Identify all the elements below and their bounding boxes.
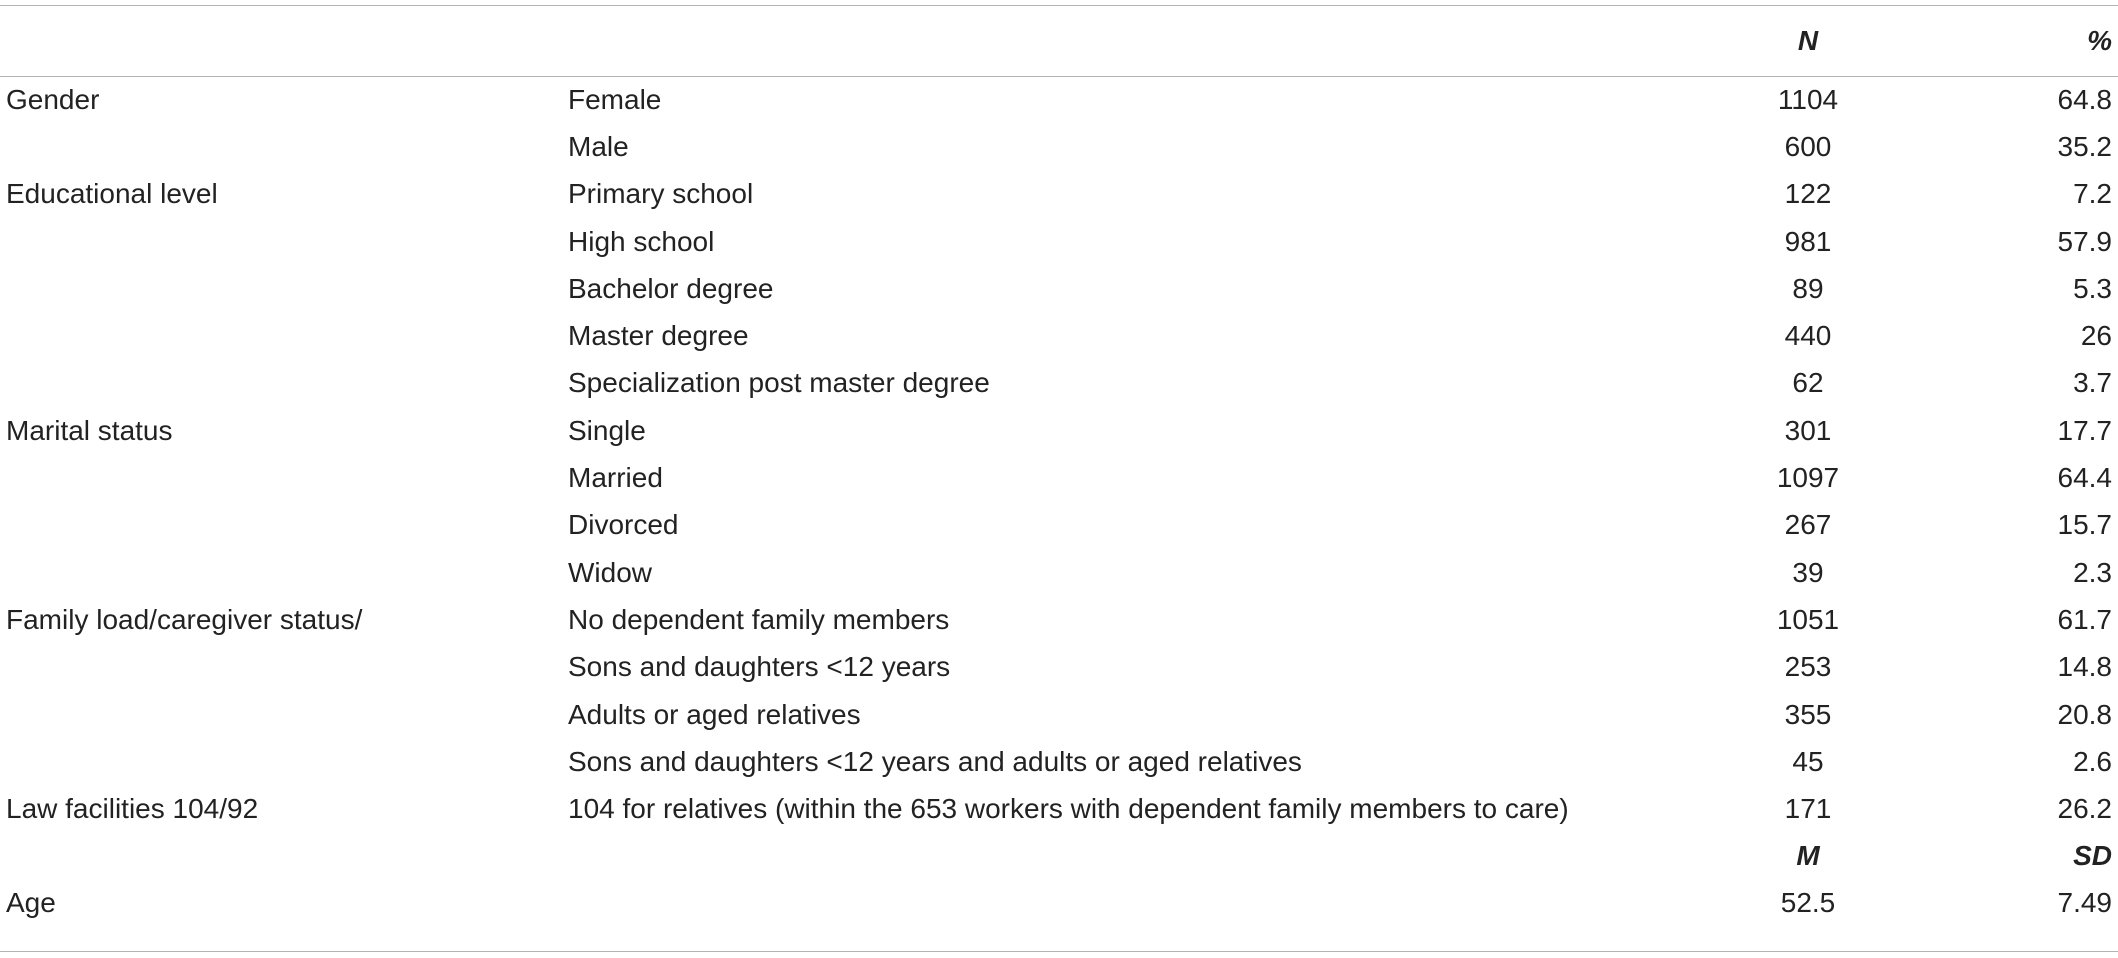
row-category: Marital status	[6, 414, 173, 446]
age-label: Age	[6, 887, 56, 919]
row-category	[0, 312, 568, 359]
table-row	[0, 265, 2118, 312]
row-percent-value: 2.3	[2073, 556, 2112, 588]
table-row	[0, 123, 2118, 170]
row-percent-value: 64.4	[2057, 462, 2112, 494]
table-row	[0, 691, 2118, 738]
row-n-value: 1104	[1777, 83, 1839, 115]
row-n-value: 171	[1784, 793, 1832, 825]
row-percent-value: 5.3	[2073, 272, 2112, 304]
table-row	[0, 502, 2118, 549]
age-mean-value: 52.5	[1780, 887, 1836, 919]
row-n-value: 45	[1792, 745, 1824, 777]
row-item: Primary school	[568, 178, 754, 210]
row-n-value: 981	[1784, 225, 1832, 257]
row-item: Sons and daughters <12 years	[568, 651, 951, 683]
row-category	[0, 218, 568, 265]
row-category	[0, 360, 568, 407]
table-row	[0, 454, 2118, 501]
table-bottom-rule	[0, 951, 2118, 952]
row-n-value: 267	[1784, 509, 1832, 541]
age-row	[0, 880, 2118, 927]
row-percent-value: 26.2	[2057, 793, 2112, 825]
row-percent-value: 7.2	[2073, 178, 2112, 210]
table-row	[0, 312, 2118, 359]
row-item: No dependent family members	[568, 603, 950, 635]
header-item	[568, 6, 1678, 76]
row-percent-value: 3.7	[2073, 367, 2112, 399]
table-row	[0, 76, 2118, 123]
row-n-value: 62	[1792, 367, 1824, 399]
row-category	[0, 644, 568, 691]
row-item: Bachelor degree	[568, 272, 774, 304]
row-category	[0, 123, 568, 170]
sub-header-sd: SD	[2073, 840, 2112, 872]
header-n: N	[1797, 25, 1819, 56]
table-row	[0, 407, 2118, 454]
row-category	[0, 454, 568, 501]
row-percent-value: 20.8	[2057, 698, 2112, 730]
row-item: Master degree	[568, 320, 749, 352]
header-category	[0, 6, 568, 76]
row-category: Family load/caregiver status/	[6, 603, 363, 635]
row-percent-value: 61.7	[2057, 603, 2112, 635]
row-category	[0, 549, 568, 596]
row-item: Adults or aged relatives	[568, 698, 861, 730]
row-n-value: 39	[1792, 556, 1824, 588]
row-percent-value: 14.8	[2057, 651, 2112, 683]
row-item: Female	[568, 83, 662, 115]
row-percent-value: 64.8	[2057, 83, 2112, 115]
row-percent-value: 35.2	[2057, 130, 2112, 162]
row-n-value: 122	[1784, 178, 1832, 210]
row-percent-value: 26	[2080, 320, 2112, 352]
header-percent: %	[2087, 25, 2112, 56]
row-percent-value: 2.6	[2073, 745, 2112, 777]
row-n-value: 253	[1784, 651, 1832, 683]
row-n-value: 355	[1784, 698, 1832, 730]
row-item: 104 for relatives (within the 653 workers with dependent family members to care)	[568, 793, 1569, 825]
row-percent-value: 17.7	[2057, 414, 2112, 446]
row-n-value: 1097	[1776, 462, 1840, 494]
row-category: Gender	[6, 83, 100, 115]
sub-header-blank-1	[0, 833, 568, 880]
row-category: Educational level	[6, 178, 218, 210]
row-category	[0, 502, 568, 549]
table-row	[0, 360, 2118, 407]
row-percent-value: 57.9	[2057, 225, 2112, 257]
sub-header-row	[0, 833, 2118, 880]
table-row	[0, 738, 2118, 785]
row-item: High school	[568, 225, 715, 257]
row-n-value: 1051	[1776, 603, 1840, 635]
row-n-value: 301	[1784, 414, 1832, 446]
row-n-value: 600	[1784, 130, 1832, 162]
table-row	[0, 549, 2118, 596]
row-item: Married	[568, 462, 663, 494]
table-body	[0, 76, 2118, 927]
table-row	[0, 218, 2118, 265]
table-header-row	[0, 6, 2118, 76]
row-item: Male	[568, 130, 629, 162]
demographics-table	[0, 6, 2118, 927]
row-item: Single	[568, 414, 646, 446]
row-n-value: 440	[1784, 320, 1832, 352]
table-row	[0, 171, 2118, 218]
row-item: Specialization post master degree	[568, 367, 990, 399]
table-row	[0, 785, 2118, 832]
row-category	[0, 691, 568, 738]
row-item: Widow	[568, 556, 653, 588]
row-category	[0, 738, 568, 785]
row-n-value: 89	[1792, 272, 1824, 304]
row-category	[0, 265, 568, 312]
sub-header-blank-2	[568, 833, 1678, 880]
age-item	[568, 880, 1678, 927]
sub-header-m: M	[1796, 840, 1820, 872]
row-item: Sons and daughters <12 years and adults or aged relatives	[568, 745, 1302, 777]
age-sd-value: 7.49	[2057, 887, 2112, 919]
row-item: Divorced	[568, 509, 679, 541]
table-row	[0, 596, 2118, 643]
row-percent-value: 15.7	[2057, 509, 2112, 541]
table-row	[0, 644, 2118, 691]
row-category: Law facilities 104/92	[6, 793, 259, 825]
